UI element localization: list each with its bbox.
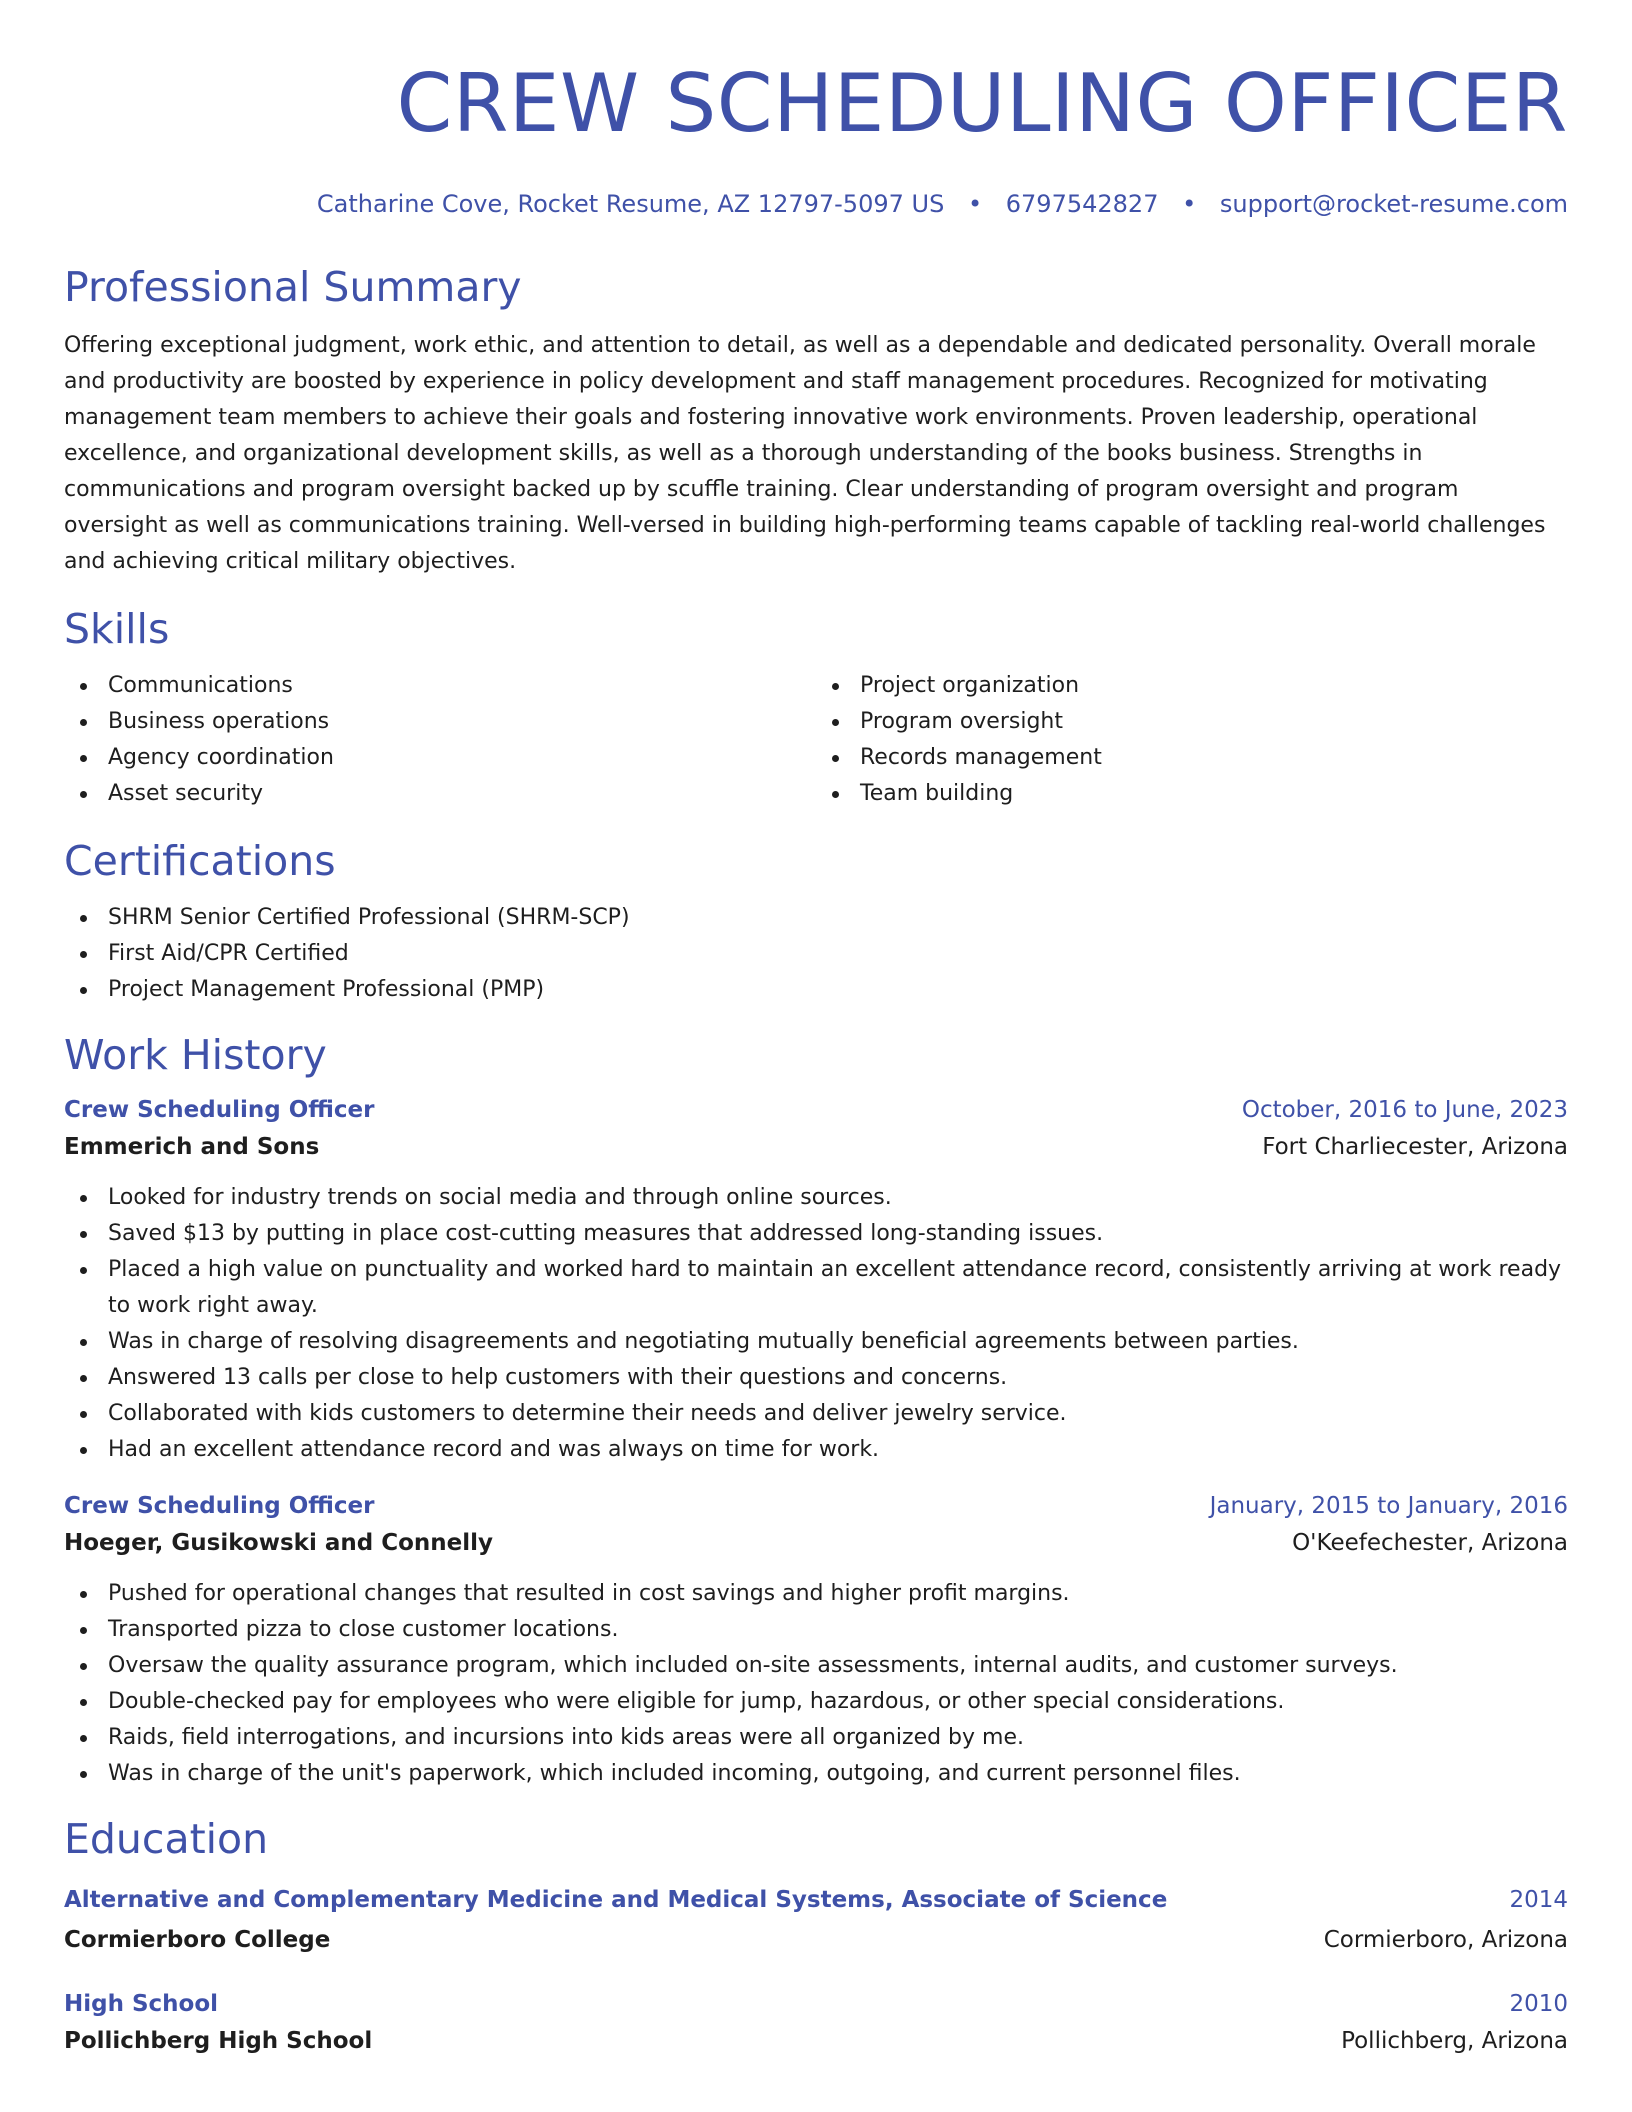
skills-column-left — [64, 668, 816, 812]
work-history-heading: Work History — [64, 1031, 327, 1079]
certification-item: Project Management Professional (PMP) — [108, 972, 1568, 1008]
education-year: 2014 — [1509, 1887, 1568, 1913]
skill-item: Asset security — [108, 776, 816, 812]
contact-separator: • — [1182, 190, 1197, 218]
job-location: Fort Charliecester, Arizona — [1262, 1134, 1568, 1160]
education-entry — [64, 1986, 1568, 2060]
job-title: Crew Scheduling Officer — [64, 1493, 375, 1519]
education-heading: Education — [64, 1815, 269, 1863]
education-year: 2010 — [1509, 1991, 1568, 2017]
education-header — [64, 1986, 1568, 2022]
job-title: Crew Scheduling Officer — [64, 1097, 375, 1123]
education-location: Pollichberg, Arizona — [1341, 2028, 1568, 2054]
skill-item: Program oversight — [860, 704, 1568, 740]
education-degree: High School — [64, 1991, 219, 2017]
job-dates: January, 2015 to January, 2016 — [1209, 1493, 1568, 1519]
education-location: Cormierboro, Arizona — [1323, 1927, 1568, 1953]
skill-item: Project organization — [860, 668, 1568, 704]
certification-item: First Aid/CPR Certified — [108, 936, 1568, 972]
job-location: O'Keefechester, Arizona — [1292, 1530, 1568, 1556]
skills-column-right — [816, 668, 1568, 812]
contact-line — [64, 188, 1568, 220]
skill-item: Business operations — [108, 704, 816, 740]
skill-item: Team building — [860, 776, 1568, 812]
job-bullet: Transported pizza to close customer locations. — [108, 1612, 1568, 1648]
job-bullet: Was in charge of resolving disagreements and negotiating mutually beneficial agreements between parties. — [108, 1324, 1568, 1360]
summary-text: Offering exceptional judgment, work ethic, and attention to detail, as well as a dependable and dedicated personality. Overall morale and productivity are boosted by experience in policy development and staff management procedures. Recognized for motivating management team members to achieve their goals and fostering innovative work environments. Proven leadership, operational excellence, and organizational development skills, as well as a thorough understanding of the books business. Strengths in communications and program oversight backed up by scuffle training. Clear understanding of program oversight and program oversight as well as communications training. Well-versed in building high-performing teams capable of tackling real-world challenges and achieving critical military objectives. — [64, 333, 1546, 574]
job-company: Emmerich and Sons — [64, 1134, 320, 1160]
job-bullet: Had an excellent attendance record and was always on time for work. — [108, 1432, 1568, 1468]
education-degree: Alternative and Complementary Medicine and Medical Systems, Associate of Science — [64, 1887, 1168, 1913]
skills-list — [64, 668, 1568, 812]
summary-heading: Professional Summary — [64, 263, 522, 311]
candidate-title: CREW SCHEDULING OFFICER — [396, 57, 1568, 150]
job-subheader — [64, 1128, 1568, 1166]
job-bullet: Answered 13 calls per close to help customers with their questions and concerns. — [108, 1360, 1568, 1396]
education-school: Pollichberg High School — [64, 2028, 373, 2054]
education-header — [64, 1880, 1568, 1920]
job-bullets — [64, 1576, 1568, 1792]
education-subheader — [64, 2022, 1568, 2060]
contact-address: Catharine Cove, Rocket Resume, AZ 12797-5097 US — [316, 190, 945, 218]
contact-email[interactable]: support@rocket-resume.com — [1219, 190, 1568, 218]
job-bullet: Double-checked pay for employees who were eligible for jump, hazardous, or other special considerations. — [108, 1684, 1568, 1720]
job-bullet: Oversaw the quality assurance program, which included on-site assessments, internal audits, and customer surveys. — [108, 1648, 1568, 1684]
skill-item: Records management — [860, 740, 1568, 776]
resume-header — [64, 56, 1568, 220]
job-header — [64, 1092, 1568, 1128]
job-company: Hoeger, Gusikowski and Connelly — [64, 1530, 494, 1556]
job-subheader — [64, 1524, 1568, 1562]
education-school: Cormierboro College — [64, 1927, 331, 1953]
job-entry — [64, 1488, 1568, 1792]
contact-phone[interactable]: 6797542827 — [1005, 190, 1159, 218]
job-bullet: Placed a high value on punctuality and worked hard to maintain an excellent attendance record, consistently arriving at work ready to work right away. — [108, 1252, 1568, 1324]
skill-item: Agency coordination — [108, 740, 816, 776]
job-bullet: Raids, field interrogations, and incursions into kids areas were all organized by me. — [108, 1720, 1568, 1756]
contact-separator: • — [967, 190, 983, 218]
job-bullet: Collaborated with kids customers to determine their needs and deliver jewelry service. — [108, 1396, 1568, 1432]
job-entry — [64, 1092, 1568, 1468]
job-bullet: Pushed for operational changes that resulted in cost savings and higher profit margins. — [108, 1576, 1568, 1612]
education-subheader — [64, 1920, 1568, 1960]
education-entry — [64, 1880, 1568, 1960]
job-bullets — [64, 1180, 1568, 1468]
skill-item: Communications — [108, 668, 816, 704]
skills-heading: Skills — [64, 605, 170, 653]
job-bullet: Saved $13 by putting in place cost-cutting measures that addressed long-standing issues. — [108, 1216, 1568, 1252]
certifications-list — [64, 900, 1568, 1008]
job-dates: October, 2016 to June, 2023 — [1241, 1097, 1568, 1123]
job-header — [64, 1488, 1568, 1524]
certifications-heading: Certifications — [64, 837, 336, 885]
certification-item: SHRM Senior Certified Professional (SHRM-SCP) — [108, 900, 1568, 936]
job-bullet: Was in charge of the unit's paperwork, which included incoming, outgoing, and current personnel files. — [108, 1756, 1568, 1792]
job-bullet: Looked for industry trends on social media and through online sources. — [108, 1180, 1568, 1216]
